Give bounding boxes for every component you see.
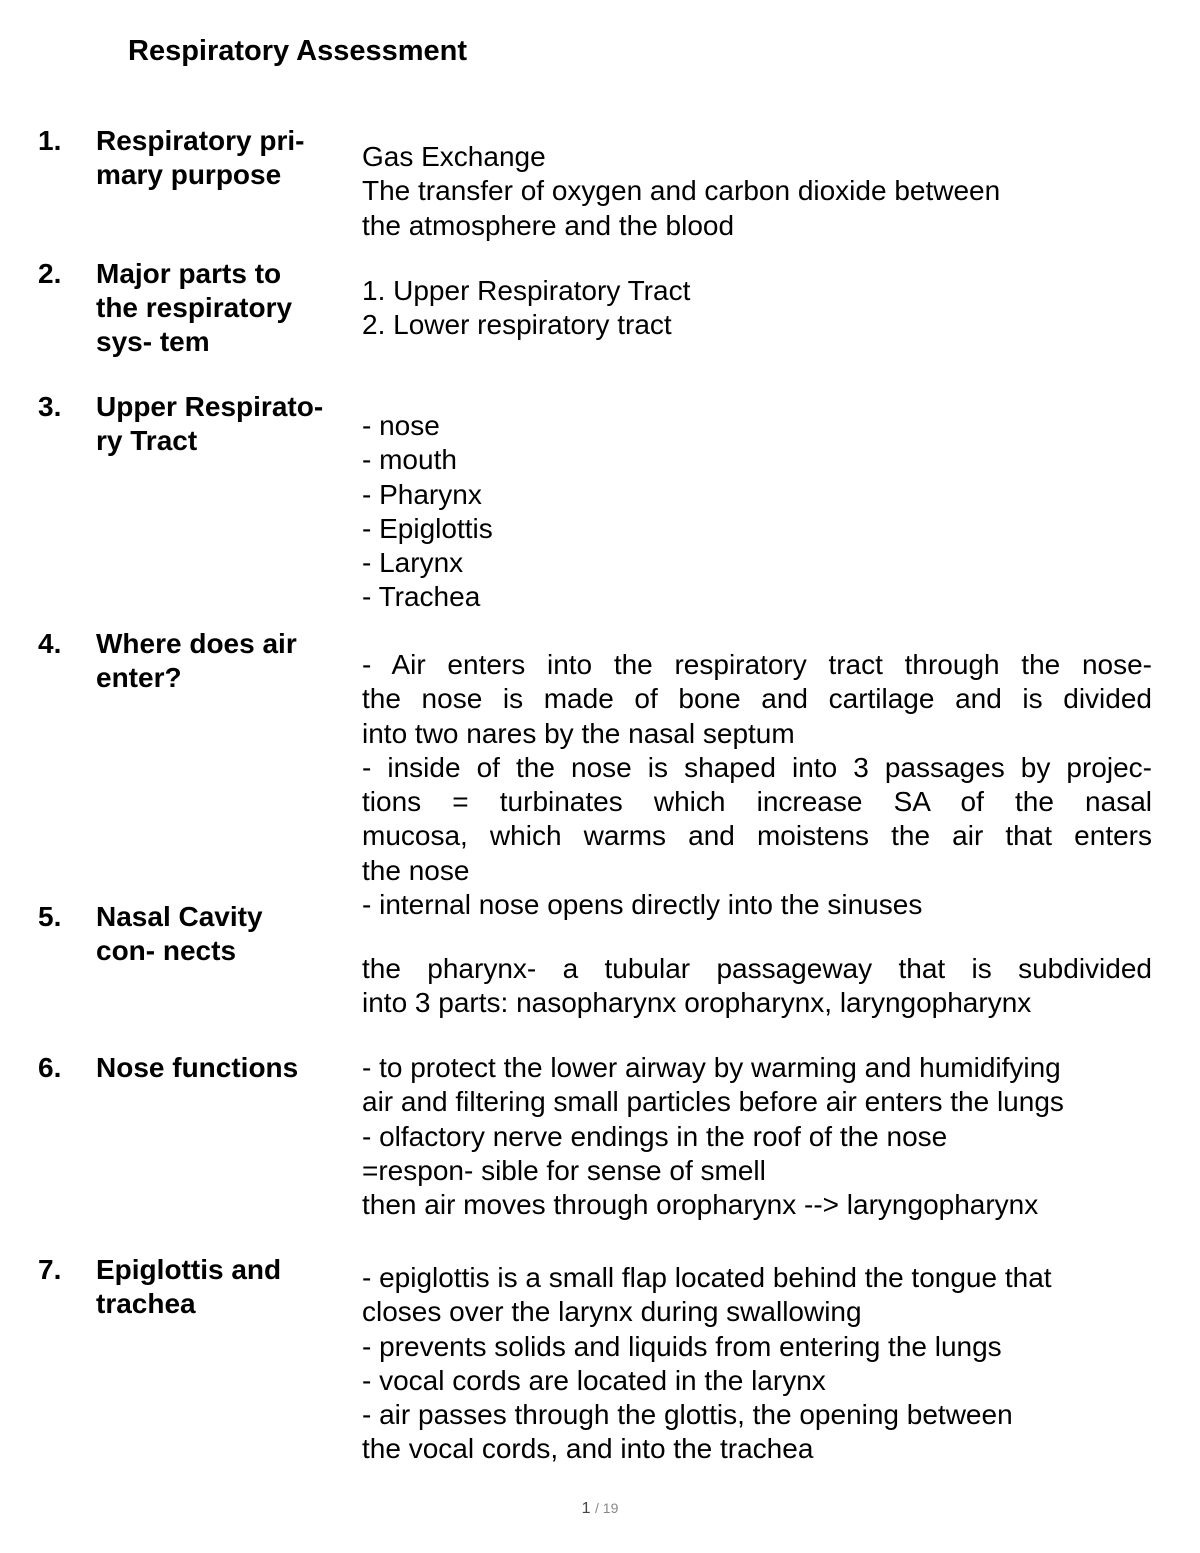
card-number: 4. [38,628,62,659]
question-line: Nose functions [96,1052,299,1083]
answer-line: mucosa, which warms and moistens the air that enters [362,820,1152,852]
question-line: con- nects [96,935,237,966]
question-line: the respiratory [96,292,293,323]
answer-line: - vocal cords are located in the larynx [362,1364,826,1396]
card-question [96,627,358,695]
question-line: Nasal Cavity [96,901,263,932]
question-line: ry Tract [96,425,198,456]
answer-line: air and filtering small particles before air enters the lungs [362,1086,1064,1118]
page-number: 1 [581,1500,591,1517]
answer-line: - to protect the lower airway by warming and humidifying [362,1052,1061,1083]
answer-line: the nose [362,854,470,886]
answer-line: - Air enters into the respiratory tract through the nose- [362,649,1152,680]
answer-line: the pharynx- a tubular passageway that is subdivided [362,953,1152,984]
answer-line: - epiglottis is a small flap located behind the tongue that [362,1262,1052,1293]
answer-line: - mouth [362,444,457,476]
answer-line: then air moves through oropharynx --> laryngopharynx [362,1189,1039,1221]
question-line: mary purpose [96,159,282,190]
answer-line: the atmosphere and the blood [362,209,735,241]
answer-line: the nose is made of bone and cartilage and is divided [362,683,1152,715]
card-number: 2. [38,258,62,289]
question-line: sys- tem [96,326,210,357]
card-number: 6. [38,1052,62,1083]
card-answer [362,1051,1152,1222]
question-line: Respiratory pri- [96,125,305,156]
card-number: 5. [38,901,62,932]
answer-line: =respon- sible for sense of smell [362,1154,766,1186]
answer-line: - Larynx [362,547,464,579]
question-line: Epiglottis and [96,1254,282,1285]
page-indicator [0,1500,1200,1518]
card-question [96,1253,358,1321]
card-answer [362,140,1152,243]
card-number: 3. [38,391,62,422]
answer-line: - inside of the nose is shaped into 3 passages by projec- [362,751,1152,783]
card-answer [362,409,1152,615]
card-question [96,390,358,458]
answer-line: 1. Upper Respiratory Tract [362,275,691,306]
card-answer [362,648,1152,922]
answer-line: - air passes through the glottis, the opening between [362,1399,1013,1431]
answer-line: Gas Exchange [362,141,546,172]
answer-line: - Trachea [362,581,481,613]
answer-line: 2. Lower respiratory tract [362,309,672,341]
answer-line: tions = turbinates which increase SA of the nasal [362,786,1152,818]
question-line: trachea [96,1288,196,1319]
card-question [96,900,358,968]
page-total: / 19 [595,1500,619,1516]
answer-line: closes over the larynx during swallowing [362,1296,862,1328]
answer-line: - olfactory nerve endings in the roof of the nose [362,1120,948,1152]
question-line: Where does air [96,628,297,659]
question-line: Upper Respirato- [96,391,324,422]
card-answer [362,274,1152,343]
answer-line: into two nares by the nasal septum [362,717,795,749]
card-answer [362,952,1152,1021]
card-number: 7. [38,1254,62,1285]
card-question [96,124,358,192]
answer-line: into 3 parts: nasopharynx oropharynx, laryngopharynx [362,987,1032,1019]
card-question [96,257,358,359]
answer-line: - internal nose opens directly into the sinuses [362,889,923,921]
answer-line: - prevents solids and liquids from entering the lungs [362,1330,1002,1362]
question-line: Major parts to [96,258,282,289]
card-number: 1. [38,125,62,156]
document-title: Respiratory Assessment [128,35,468,67]
answer-line: - Epiglottis [362,512,493,544]
card-answer [362,1261,1152,1467]
card-question [96,1051,358,1085]
answer-line: The transfer of oxygen and carbon dioxide between [362,175,1001,207]
answer-line: - Pharynx [362,478,482,510]
question-line: enter? [96,662,182,693]
answer-line: the vocal cords, and into the trachea [362,1433,814,1465]
answer-line: - nose [362,410,440,441]
